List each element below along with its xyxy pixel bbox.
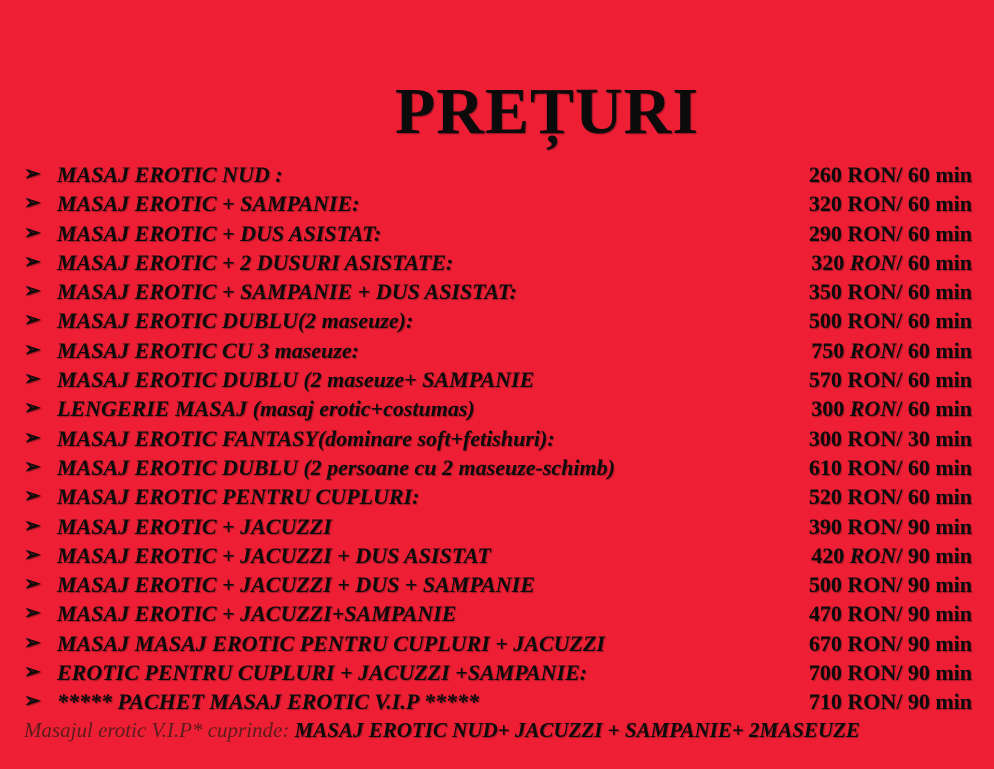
- price-duration: / 60 min: [896, 249, 972, 275]
- page-title: PREȚURI: [394, 75, 700, 149]
- service-name: MASAJ EROTIC DUBLU (2 maseuze+ SAMPANIE: [57, 367, 535, 393]
- service-price: [809, 687, 972, 716]
- vip-note-intro: Masajul erotic V.I.P* cuprinde:: [24, 718, 295, 742]
- price-amount: 300: [811, 396, 845, 422]
- service-price: [809, 277, 972, 306]
- arrow-bullet-icon: ➢: [24, 309, 41, 332]
- service-price: [809, 424, 972, 453]
- service-price: [811, 336, 972, 365]
- price-currency: RON: [847, 689, 897, 715]
- price-row: [0, 277, 994, 306]
- price-row: [0, 248, 994, 277]
- price-row: [0, 306, 994, 335]
- price-duration: / 60 min: [896, 484, 972, 510]
- arrow-bullet-icon: ➢: [24, 368, 41, 391]
- price-amount: 300: [808, 425, 842, 451]
- price-currency: RON: [847, 220, 897, 246]
- arrow-bullet-icon: ➢: [24, 661, 41, 684]
- arrow-bullet-icon: ➢: [24, 514, 41, 537]
- arrow-bullet-icon: ➢: [24, 455, 41, 478]
- price-duration: / 60 min: [896, 396, 972, 422]
- service-name: MASAJ EROTIC + JACUZZI + DUS + SAMPANIE: [57, 572, 535, 598]
- price-amount: 670: [808, 630, 842, 656]
- price-amount: 570: [808, 367, 842, 393]
- service-name: MASAJ EROTIC DUBLU (2 persoane cu 2 maseuze-schimb): [57, 454, 615, 480]
- price-duration: / 60 min: [896, 191, 972, 217]
- service-name: MASAJ EROTIC + JACUZZI: [57, 513, 332, 539]
- arrow-bullet-icon: ➢: [24, 485, 41, 508]
- price-currency: RON: [847, 367, 897, 393]
- price-amount: 290: [808, 220, 842, 246]
- price-currency: RON: [849, 249, 897, 275]
- service-price: [809, 512, 972, 541]
- price-duration: / 90 min: [896, 660, 972, 686]
- service-name: ***** PACHET MASAJ EROTIC V.I.P *****: [57, 689, 479, 715]
- price-currency: RON: [847, 660, 897, 686]
- arrow-bullet-icon: ➢: [24, 338, 41, 361]
- arrow-bullet-icon: ➢: [24, 690, 41, 713]
- arrow-bullet-icon: ➢: [24, 250, 41, 273]
- price-amount: 350: [808, 279, 842, 305]
- price-currency: RON: [847, 279, 897, 305]
- vip-package-note: [24, 718, 860, 743]
- price-duration: / 60 min: [896, 367, 972, 393]
- service-price: [811, 394, 972, 423]
- service-price: [809, 658, 972, 687]
- arrow-bullet-icon: ➢: [24, 631, 41, 654]
- vip-note-detail: MASAJ EROTIC NUD+ JACUZZI + SAMPANIE+ 2MASEUZE: [294, 718, 860, 742]
- price-currency: RON: [847, 454, 897, 480]
- price-duration: / 60 min: [896, 454, 972, 480]
- service-price: [809, 599, 972, 628]
- service-price: [809, 189, 972, 218]
- price-duration: / 90 min: [896, 601, 972, 627]
- price-duration: / 60 min: [896, 220, 972, 246]
- price-currency: RON: [847, 484, 897, 510]
- price-row: [0, 365, 994, 394]
- price-currency: RON: [847, 601, 897, 627]
- price-row: [0, 160, 994, 189]
- price-duration: / 90 min: [896, 572, 972, 598]
- service-price: [811, 541, 972, 570]
- price-row: [0, 189, 994, 218]
- price-amount: 390: [808, 513, 842, 539]
- price-row: [0, 336, 994, 365]
- price-row: [0, 453, 994, 482]
- service-price: [809, 482, 972, 511]
- price-row: [0, 599, 994, 628]
- price-currency: RON: [847, 425, 897, 451]
- arrow-bullet-icon: ➢: [24, 543, 41, 566]
- price-row: [0, 570, 994, 599]
- arrow-bullet-icon: ➢: [24, 602, 41, 625]
- service-price: [809, 570, 972, 599]
- service-name: MASAJ EROTIC NUD :: [57, 162, 283, 187]
- price-amount: 610: [808, 454, 842, 480]
- price-row: [0, 424, 994, 453]
- price-amount: 420: [811, 542, 845, 568]
- price-currency: RON: [849, 396, 897, 422]
- price-duration: / 90 min: [896, 542, 972, 568]
- price-row: [0, 219, 994, 248]
- price-duration: / 30 min: [896, 425, 972, 451]
- arrow-bullet-icon: ➢: [24, 426, 41, 449]
- price-currency: RON: [847, 308, 897, 334]
- price-currency: RON: [847, 513, 897, 539]
- arrow-bullet-icon: ➢: [24, 397, 41, 420]
- price-row: [0, 658, 994, 687]
- price-list: [0, 160, 994, 717]
- service-price: [809, 365, 972, 394]
- price-currency: RON: [847, 191, 897, 217]
- arrow-bullet-icon: ➢: [24, 573, 41, 596]
- service-name: MASAJ EROTIC CU 3 maseuze:: [57, 337, 359, 363]
- service-name: MASAJ EROTIC + 2 DUSURI ASISTATE:: [57, 249, 454, 275]
- service-name: EROTIC PENTRU CUPLURI + JACUZZI +SAMPANIE:: [57, 660, 588, 686]
- service-price: [811, 248, 972, 277]
- price-row: [0, 394, 994, 423]
- arrow-bullet-icon: ➢: [24, 221, 41, 244]
- price-row: [0, 541, 994, 570]
- price-duration: / 90 min: [896, 689, 972, 715]
- price-currency: RON: [849, 337, 897, 363]
- service-price: [809, 629, 972, 658]
- price-duration: / 60 min: [896, 162, 972, 187]
- price-row: [0, 687, 994, 716]
- price-amount: 710: [808, 689, 842, 715]
- service-name: LENGERIE MASAJ (masaj erotic+costumas): [57, 396, 475, 422]
- service-name: MASAJ EROTIC + DUS ASISTAT:: [57, 220, 382, 246]
- arrow-bullet-icon: ➢: [24, 163, 41, 185]
- price-duration: / 60 min: [896, 308, 972, 334]
- price-row: [0, 482, 994, 511]
- arrow-bullet-icon: ➢: [24, 192, 41, 215]
- price-amount: 700: [808, 660, 842, 686]
- service-name: MASAJ EROTIC + SAMPANIE + DUS ASISTAT:: [57, 279, 517, 305]
- price-row: [0, 629, 994, 658]
- price-currency: RON: [849, 542, 897, 568]
- service-name: MASAJ EROTIC + JACUZZI+SAMPANIE: [57, 601, 457, 627]
- service-price: [809, 160, 972, 189]
- price-currency: RON: [847, 572, 897, 598]
- price-currency: RON: [847, 162, 897, 187]
- service-name: MASAJ MASAJ EROTIC PENTRU CUPLURI + JACUZZI: [57, 630, 605, 656]
- service-name: MASAJ EROTIC PENTRU CUPLURI:: [57, 484, 420, 510]
- price-currency: RON: [847, 630, 897, 656]
- price-duration: / 90 min: [896, 513, 972, 539]
- service-price: [809, 306, 972, 335]
- service-price: [809, 219, 972, 248]
- price-amount: 320: [808, 191, 842, 217]
- price-duration: / 60 min: [896, 279, 972, 305]
- price-amount: 470: [808, 601, 842, 627]
- service-price: [809, 453, 972, 482]
- arrow-bullet-icon: ➢: [24, 280, 41, 303]
- price-amount: 260: [808, 162, 842, 187]
- service-name: MASAJ EROTIC + SAMPANIE:: [57, 191, 360, 217]
- price-amount: 750: [811, 337, 845, 363]
- service-name: MASAJ EROTIC DUBLU(2 maseuze):: [57, 308, 414, 334]
- price-amount: 320: [811, 249, 845, 275]
- service-name: MASAJ EROTIC + JACUZZI + DUS ASISTAT: [57, 542, 491, 568]
- price-duration: / 60 min: [896, 337, 972, 363]
- price-amount: 520: [808, 484, 842, 510]
- price-row: [0, 512, 994, 541]
- price-amount: 500: [808, 308, 842, 334]
- price-amount: 500: [808, 572, 842, 598]
- price-duration: / 90 min: [896, 630, 972, 656]
- service-name: MASAJ EROTIC FANTASY(dominare soft+fetishuri):: [57, 425, 555, 451]
